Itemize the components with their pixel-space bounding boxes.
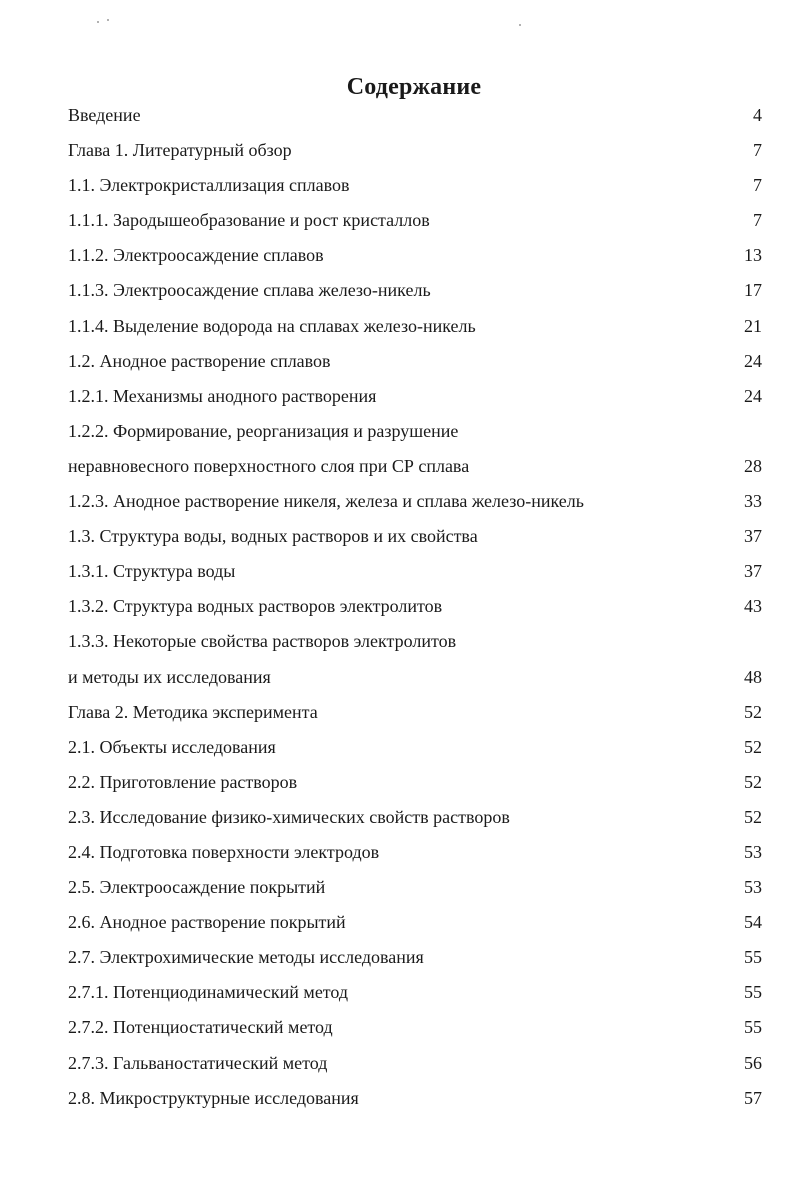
toc-entry-page-number: 54 [744,912,762,933]
toc-entry [68,98,762,133]
toc-entry-title: 2.7. Электрохимические методы исследования [68,947,424,968]
toc-entry-page-number: 57 [744,1087,762,1108]
toc-entry [68,133,762,168]
toc-entry [68,905,762,940]
toc-entry-title: 2.2. Приготовление растворов [68,771,298,792]
toc-entry-page-number: 53 [744,841,762,862]
toc-entry-title: 2.8. Микроструктурные исследования [68,1087,359,1108]
toc-entry-page-number: 55 [744,1017,762,1038]
toc-entry-title: 2.4. Подготовка поверхности электродов [68,841,380,862]
toc-entry-title: 1.1.4. Выделение водорода на сплавах железо-никель [68,315,476,336]
toc-entry-title: 1.3.1. Структура воды [68,561,236,582]
toc-entry [68,1010,762,1045]
toc-entry [68,1081,762,1116]
toc-entry-title: Глава 2. Методика эксперимента [68,701,318,722]
toc-entry [68,273,762,308]
toc-entry [68,449,762,484]
toc-entry-page-number: 7 [753,140,762,161]
toc-entry [68,379,762,414]
toc-entry-page-number: 52 [744,736,762,757]
toc-entry-page-number: 24 [744,350,762,371]
toc-entry-page-number: 37 [744,526,762,547]
toc-entry-page-number: 13 [744,245,762,266]
toc-entry [68,835,762,870]
toc-entry [68,765,762,800]
table-of-contents [68,98,762,1116]
toc-entry [68,940,762,975]
toc-entry-title: 1.3. Структура воды, водных растворов и их свойства [68,526,478,547]
toc-entry-page-number: 4 [753,105,762,125]
toc-entry [68,238,762,273]
toc-entry-page-number: 17 [744,280,762,301]
toc-entry-title: 1.3.2. Структура водных растворов электролитов [68,596,443,617]
toc-entry-title: 2.7.3. Гальваностатический метод [68,1052,328,1073]
toc-entry-page-number: 28 [744,455,762,476]
toc-entry-page-number: 55 [744,947,762,968]
toc-entry-title: 2.5. Электроосаждение покрытий [68,877,326,898]
toc-entry-title: 1.3.3. Некоторые свойства растворов электролитов [68,631,457,652]
toc-entry-title: 1.1.3. Электроосаждение сплава железо-никель [68,280,431,301]
toc-entry-page-number: 33 [744,491,762,512]
scan-artifact [519,24,521,26]
toc-entry-title: Введение [68,105,141,125]
scan-artifact [107,19,109,21]
toc-entry-page-number: 52 [744,806,762,827]
toc-entry-title: 1.1.1. Зародышеобразование и рост кристаллов [68,210,430,231]
toc-entry [68,800,762,835]
toc-entry [68,344,762,379]
toc-entry [68,168,762,203]
page-title: Содержание [346,74,482,100]
toc-entry [68,730,762,765]
toc-entry-page-number: 53 [744,877,762,898]
toc-entry [68,870,762,905]
toc-entry-page-number: 52 [744,771,762,792]
toc-entry-title: 1.2.1. Механизмы анодного растворения [68,385,377,406]
toc-entry [68,414,762,449]
toc-entry-title: 1.2. Анодное растворение сплавов [68,350,331,371]
toc-entry-title: 1.1. Электрокристаллизация сплавов [68,175,350,196]
toc-entry-page-number: 43 [744,596,762,617]
toc-entry-title: 2.7.1. Потенциодинамический метод [68,982,349,1003]
toc-entry-title: 1.2.2. Формирование, реорганизация и разрушение [68,420,459,441]
toc-entry-title: неравновесного поверхностного слоя при СР сплава [68,455,470,476]
toc-entry [68,695,762,730]
toc-entry [68,203,762,238]
toc-entry-title: 1.1.2. Электроосаждение сплавов [68,245,324,266]
toc-entry [68,1046,762,1081]
toc-entry [68,484,762,519]
toc-entry-page-number: 52 [744,701,762,722]
toc-entry-title: 2.3. Исследование физико-химических свойств растворов [68,806,510,827]
toc-entry-page-number: 7 [753,210,762,231]
toc-entry [68,589,762,624]
toc-entry [68,975,762,1010]
toc-entry-title: 1.2.3. Анодное растворение никеля, железа и сплава железо-никель [68,491,584,512]
toc-entry-title: 2.1. Объекты исследования [68,736,276,757]
toc-entry-title: Глава 1. Литературный обзор [68,140,292,161]
toc-entry-page-number: 56 [744,1052,762,1073]
toc-entry-page-number: 55 [744,982,762,1003]
toc-entry-page-number: 21 [744,315,762,336]
toc-entry-title: 2.7.2. Потенциостатический метод [68,1017,333,1038]
toc-entry-title: и методы их исследования [68,666,271,687]
toc-entry-title: 2.6. Анодное растворение покрытий [68,912,346,933]
toc-entry [68,519,762,554]
toc-entry-page-number: 48 [744,666,762,687]
toc-entry [68,554,762,589]
scan-artifact [97,21,99,23]
toc-entry-page-number: 24 [744,385,762,406]
toc-entry [68,624,762,659]
toc-entry [68,309,762,344]
toc-entry-page-number: 37 [744,561,762,582]
toc-entry-page-number: 7 [753,175,762,196]
toc-entry [68,660,762,695]
